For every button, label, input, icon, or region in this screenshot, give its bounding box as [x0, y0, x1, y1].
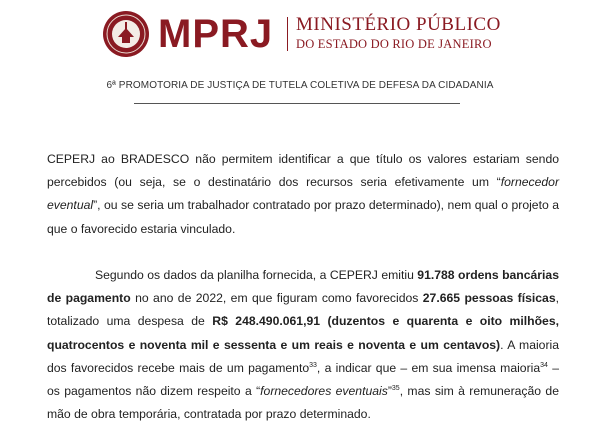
- p1-text-b: ”, ou se seria um trabalhador contratado por prazo determinado), nem qual o projeto a que o favorecido estaria vinculado.: [47, 198, 559, 236]
- brand-logo-text: MPRJ: [158, 12, 274, 56]
- p2-bold-amount: R$ 248.490.061,91 (duzentos e quarenta e oito milhões, quatrocentos e noventa mil e sessenta e um reais e noventa e um centavos): [47, 314, 559, 352]
- p1-italic-term: fornecedor eventual: [47, 175, 559, 213]
- letterhead: [0, 0, 600, 70]
- footnote-ref-34[interactable]: 34: [540, 361, 548, 369]
- p2-text-g: . A maioria dos favorecidos recebe mais de um pagamento: [47, 337, 560, 375]
- p2-text-k: ”: [387, 384, 392, 399]
- paragraph-2: [47, 264, 559, 426]
- p2-text-e: , totalizado uma despesa de: [47, 291, 559, 329]
- header-divider: [287, 17, 288, 51]
- paragraph-1: [47, 148, 559, 241]
- p2-text-a: Segundo os dados da planilha fornecida, a CEPERJ emitiu: [95, 268, 418, 282]
- footnote-ref-35[interactable]: 35: [391, 384, 400, 392]
- mprj-seal-icon: [102, 10, 150, 58]
- p1-text-a: CEPERJ ao BRADESCO não permitem identificar a que título os valores estariam sendo percebidos (ou seja, se o destinatário dos recursos seria efetivamente um “: [47, 152, 559, 190]
- org-name-line2: DO ESTADO DO RIO DE JANEIRO: [296, 37, 492, 51]
- p2-text-c: no ano de 2022, em que figuram como favorecidos: [130, 291, 423, 306]
- org-name-line1: MINISTÉRIO PÚBLICO: [296, 14, 501, 35]
- header-rule: [134, 103, 460, 104]
- p2-text-i: – os pagamentos não dizem respeito a “: [47, 360, 559, 399]
- p2-italic-term: fornecedores eventuais: [260, 384, 388, 399]
- p2-text-l: , mas sim à remuneração de mão de obra temporária, contratada por prazo determinado.: [47, 384, 559, 422]
- p2-text-h: , a indicar que – em sua imensa maioria: [316, 360, 541, 375]
- p2-bold-persons: 27.665 pessoas físicas: [422, 291, 556, 306]
- p2-bold-orders: 91.788 ordens bancárias de pagamento: [47, 268, 559, 306]
- department-title: 6ª PROMOTORIA DE JUSTIÇA DE TUTELA COLETIVA DE DEFESA DA CIDADANIA: [106, 80, 494, 91]
- footnote-ref-33[interactable]: 33: [309, 361, 317, 369]
